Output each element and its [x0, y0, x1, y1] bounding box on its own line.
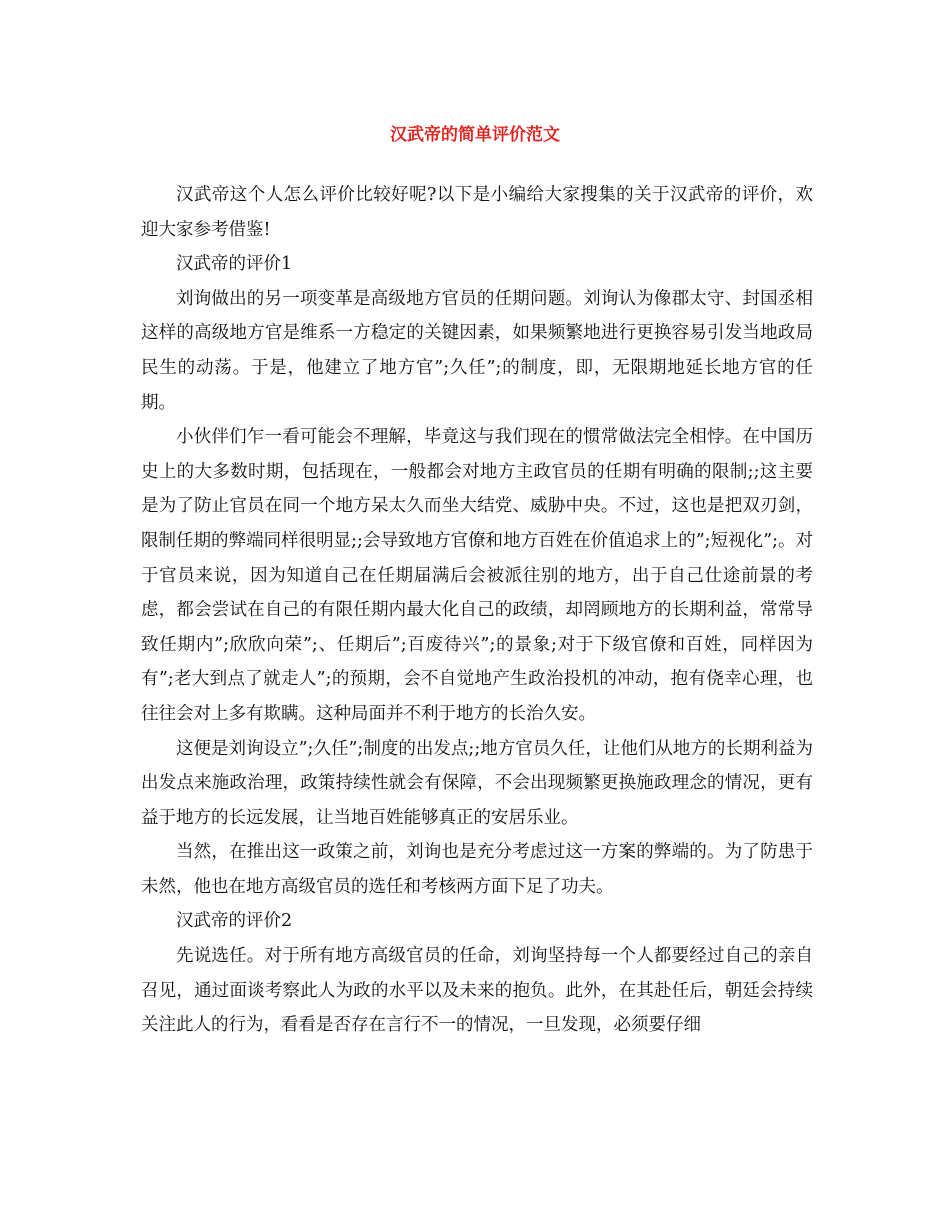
- document-title: 汉武帝的简单评价范文: [390, 125, 560, 145]
- body-paragraph: 这便是刘询设立”;久任”;制度的出发点;;地方官员久任，让他们从地方的长期利益为出发点来施政治理，政策持续性就会有保障，不会出现频繁更换施政理念的情况，更有益于地方的长远发展，让当地百姓能够真正的安居乐业。: [141, 738, 813, 828]
- body-paragraph: 先说选任。对于所有地方高级官员的任命，刘询坚持每一个人都要经过自己的亲自召见，通过面谈考察此人为政的水平以及未来的抱负。此外，在其赴任后，朝廷会持续关注此人的行为，看看是否存在言行不一的情况，一旦发现，必须要仔细: [141, 946, 813, 1036]
- body-paragraph: 小伙伴们乍一看可能会不理解，毕竟这与我们现在的惯常做法完全相悖。在中国历史上的大多数时期，包括现在，一般都会对地方主政官员的任期有明确的限制;;这主要是为了防止官员在同一个地方呆太久而坐大结党、威胁中央。不过，这也是把双刃剑，限制任期的弊端同样很明显;;会导致地方官僚和地方百姓在价值追求上的”;短视化”;。对于官员来说，因为知道自己在任期届满后会被派往别的地方，出于自己仕途前景的考虑，都会尝试在自己的有限任期内最大化自己的政绩，却罔顾地方的长期利益，常常导致任期内”;欣欣向荣”;、任期后”;百废待兴”;的景象;对于下级官僚和百姓，同样因为有”;老大到点了就走人”;的预期，会不自觉地产生政治投机的冲动，抱有侥幸心理，也往往会对上多有欺瞒。这种局面并不利于地方的长治久安。: [141, 427, 813, 724]
- section-heading-2: 汉武帝的评价2: [176, 911, 293, 932]
- body-paragraph: 刘询做出的另一项变革是高级地方官员的任期问题。刘询认为像郡太守、封国丞相这样的高级地方官是维系一方稳定的关键因素，如果频繁地进行更换容易引发当地政局民生的动荡。于是，他建立了地方官”;久任”;的制度，即，无限期地延长地方官的任期。: [141, 288, 813, 413]
- document-body: [141, 178, 813, 1043]
- section-heading-1: 汉武帝的评价1: [176, 254, 293, 275]
- body-paragraph: 当然，在推出这一政策之前，刘询也是充分考虑过这一方案的弊端的。为了防患于未然，他也在地方高级官员的选任和考核两方面下足了功夫。: [141, 842, 813, 897]
- intro-paragraph: 汉武帝这个人怎么评价比较好呢?以下是小编给大家搜集的关于汉武帝的评价，欢迎大家参考借鉴!: [141, 185, 813, 240]
